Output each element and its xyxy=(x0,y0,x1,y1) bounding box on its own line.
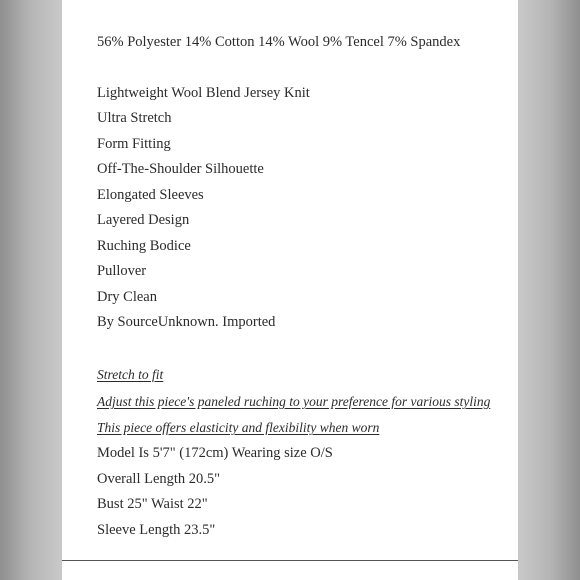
feature-ruching-bodice: Ruching Bodice xyxy=(97,238,191,254)
feature-layered-design: Layered Design xyxy=(97,212,190,228)
measurement-overall-length: Overall Length 20.5" xyxy=(97,471,221,487)
bottom-divider xyxy=(62,560,518,561)
feature-ultra-stretch: Ultra Stretch xyxy=(97,110,172,126)
measurement-sleeve-length: Sleeve Length 23.5" xyxy=(97,522,216,538)
measurement-model: Model Is 5'7" (172cm) Wearing size O/S xyxy=(97,445,333,461)
measurement-bust-waist: Bust 25" Waist 22" xyxy=(97,496,208,512)
note-stretch-to-fit: Stretch to fit xyxy=(97,367,164,382)
feature-elongated-sleeves: Elongated Sleeves xyxy=(97,187,204,203)
feature-lightweight-knit: Lightweight Wool Blend Jersey Knit xyxy=(97,85,310,101)
feature-off-shoulder: Off-The-Shoulder Silhouette xyxy=(97,161,264,177)
product-description-card xyxy=(62,0,518,580)
feature-brand-imported: By SourceUnknown. Imported xyxy=(97,314,276,330)
note-adjust-ruching: Adjust this piece's paneled ruching to your preference for various styling xyxy=(97,394,491,409)
feature-form-fitting: Form Fitting xyxy=(97,136,171,152)
note-elasticity: This piece offers elasticity and flexibility when worn xyxy=(97,420,380,435)
feature-pullover: Pullover xyxy=(97,263,147,279)
feature-dry-clean: Dry Clean xyxy=(97,289,157,305)
fabric-composition: 56% Polyester 14% Cotton 14% Wool 9% Tencel 7% Spandex xyxy=(97,34,461,50)
